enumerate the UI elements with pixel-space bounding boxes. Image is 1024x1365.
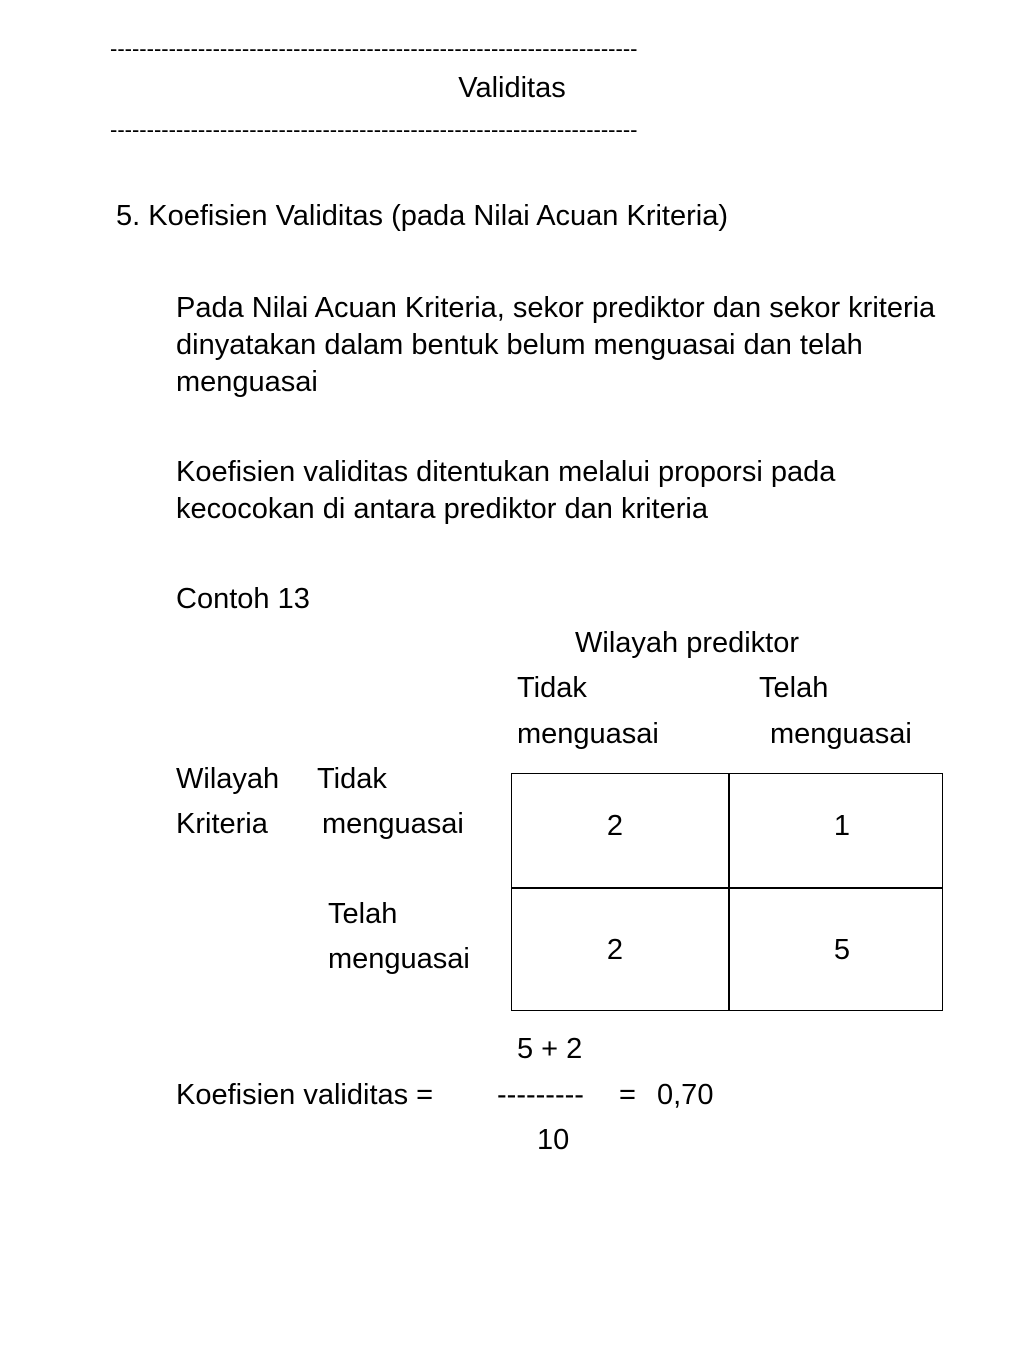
table-horizontal-divider [512, 887, 942, 889]
column-header-mastered-line1: Telah [759, 672, 829, 704]
bottom-divider: ------------------------------------------------------------------------ [110, 117, 638, 142]
example-label: Contoh 13 [176, 583, 310, 615]
row-header-not-mastered-line2: menguasai [322, 808, 464, 840]
row-header-mastered-line2: menguasai [328, 943, 470, 975]
table-cell-r2c2: 5 [833, 934, 851, 966]
top-divider: ------------------------------------------------------------------------ [110, 36, 638, 61]
row-group-label-line2: Kriteria [176, 808, 268, 840]
column-header-not-mastered-line1: Tidak [517, 672, 587, 704]
row-header-mastered-line1: Telah [328, 898, 398, 930]
table-cell-r1c1: 2 [606, 810, 624, 842]
paragraph-criteria-scores: Pada Nilai Acuan Kriteria, sekor prediktor dan sekor kriteria dinyatakan dalam bentuk belum menguasai dan telah menguasai [176, 292, 936, 398]
section-heading: 5. Koefisien Validitas (pada Nilai Acuan Kriteria) [116, 200, 729, 232]
formula-label: Koefisien validitas = [176, 1079, 434, 1111]
formula-equals: = [619, 1079, 636, 1111]
formula-fraction-bar: --------- [497, 1079, 584, 1111]
predictor-title: Wilayah prediktor [575, 627, 800, 659]
row-header-not-mastered-line1: Tidak [317, 763, 387, 795]
table-cell-r2c1: 2 [606, 934, 624, 966]
column-header-mastered-line2: menguasai [770, 718, 912, 750]
formula-numerator: 5 + 2 [517, 1033, 583, 1065]
table-vertical-divider [728, 774, 730, 1010]
column-header-not-mastered-line2: menguasai [517, 718, 659, 750]
contingency-table [511, 773, 943, 1011]
formula-denominator: 10 [537, 1124, 570, 1156]
paragraph-validity-coefficient: Koefisien validitas ditentukan melalui proporsi pada kecocokan di antara prediktor dan kriteria [176, 456, 836, 525]
page-title: Validitas [458, 72, 566, 104]
formula-result: 0,70 [657, 1079, 714, 1111]
table-cell-r1c2: 1 [833, 810, 851, 842]
row-group-label-line1: Wilayah [176, 763, 280, 795]
